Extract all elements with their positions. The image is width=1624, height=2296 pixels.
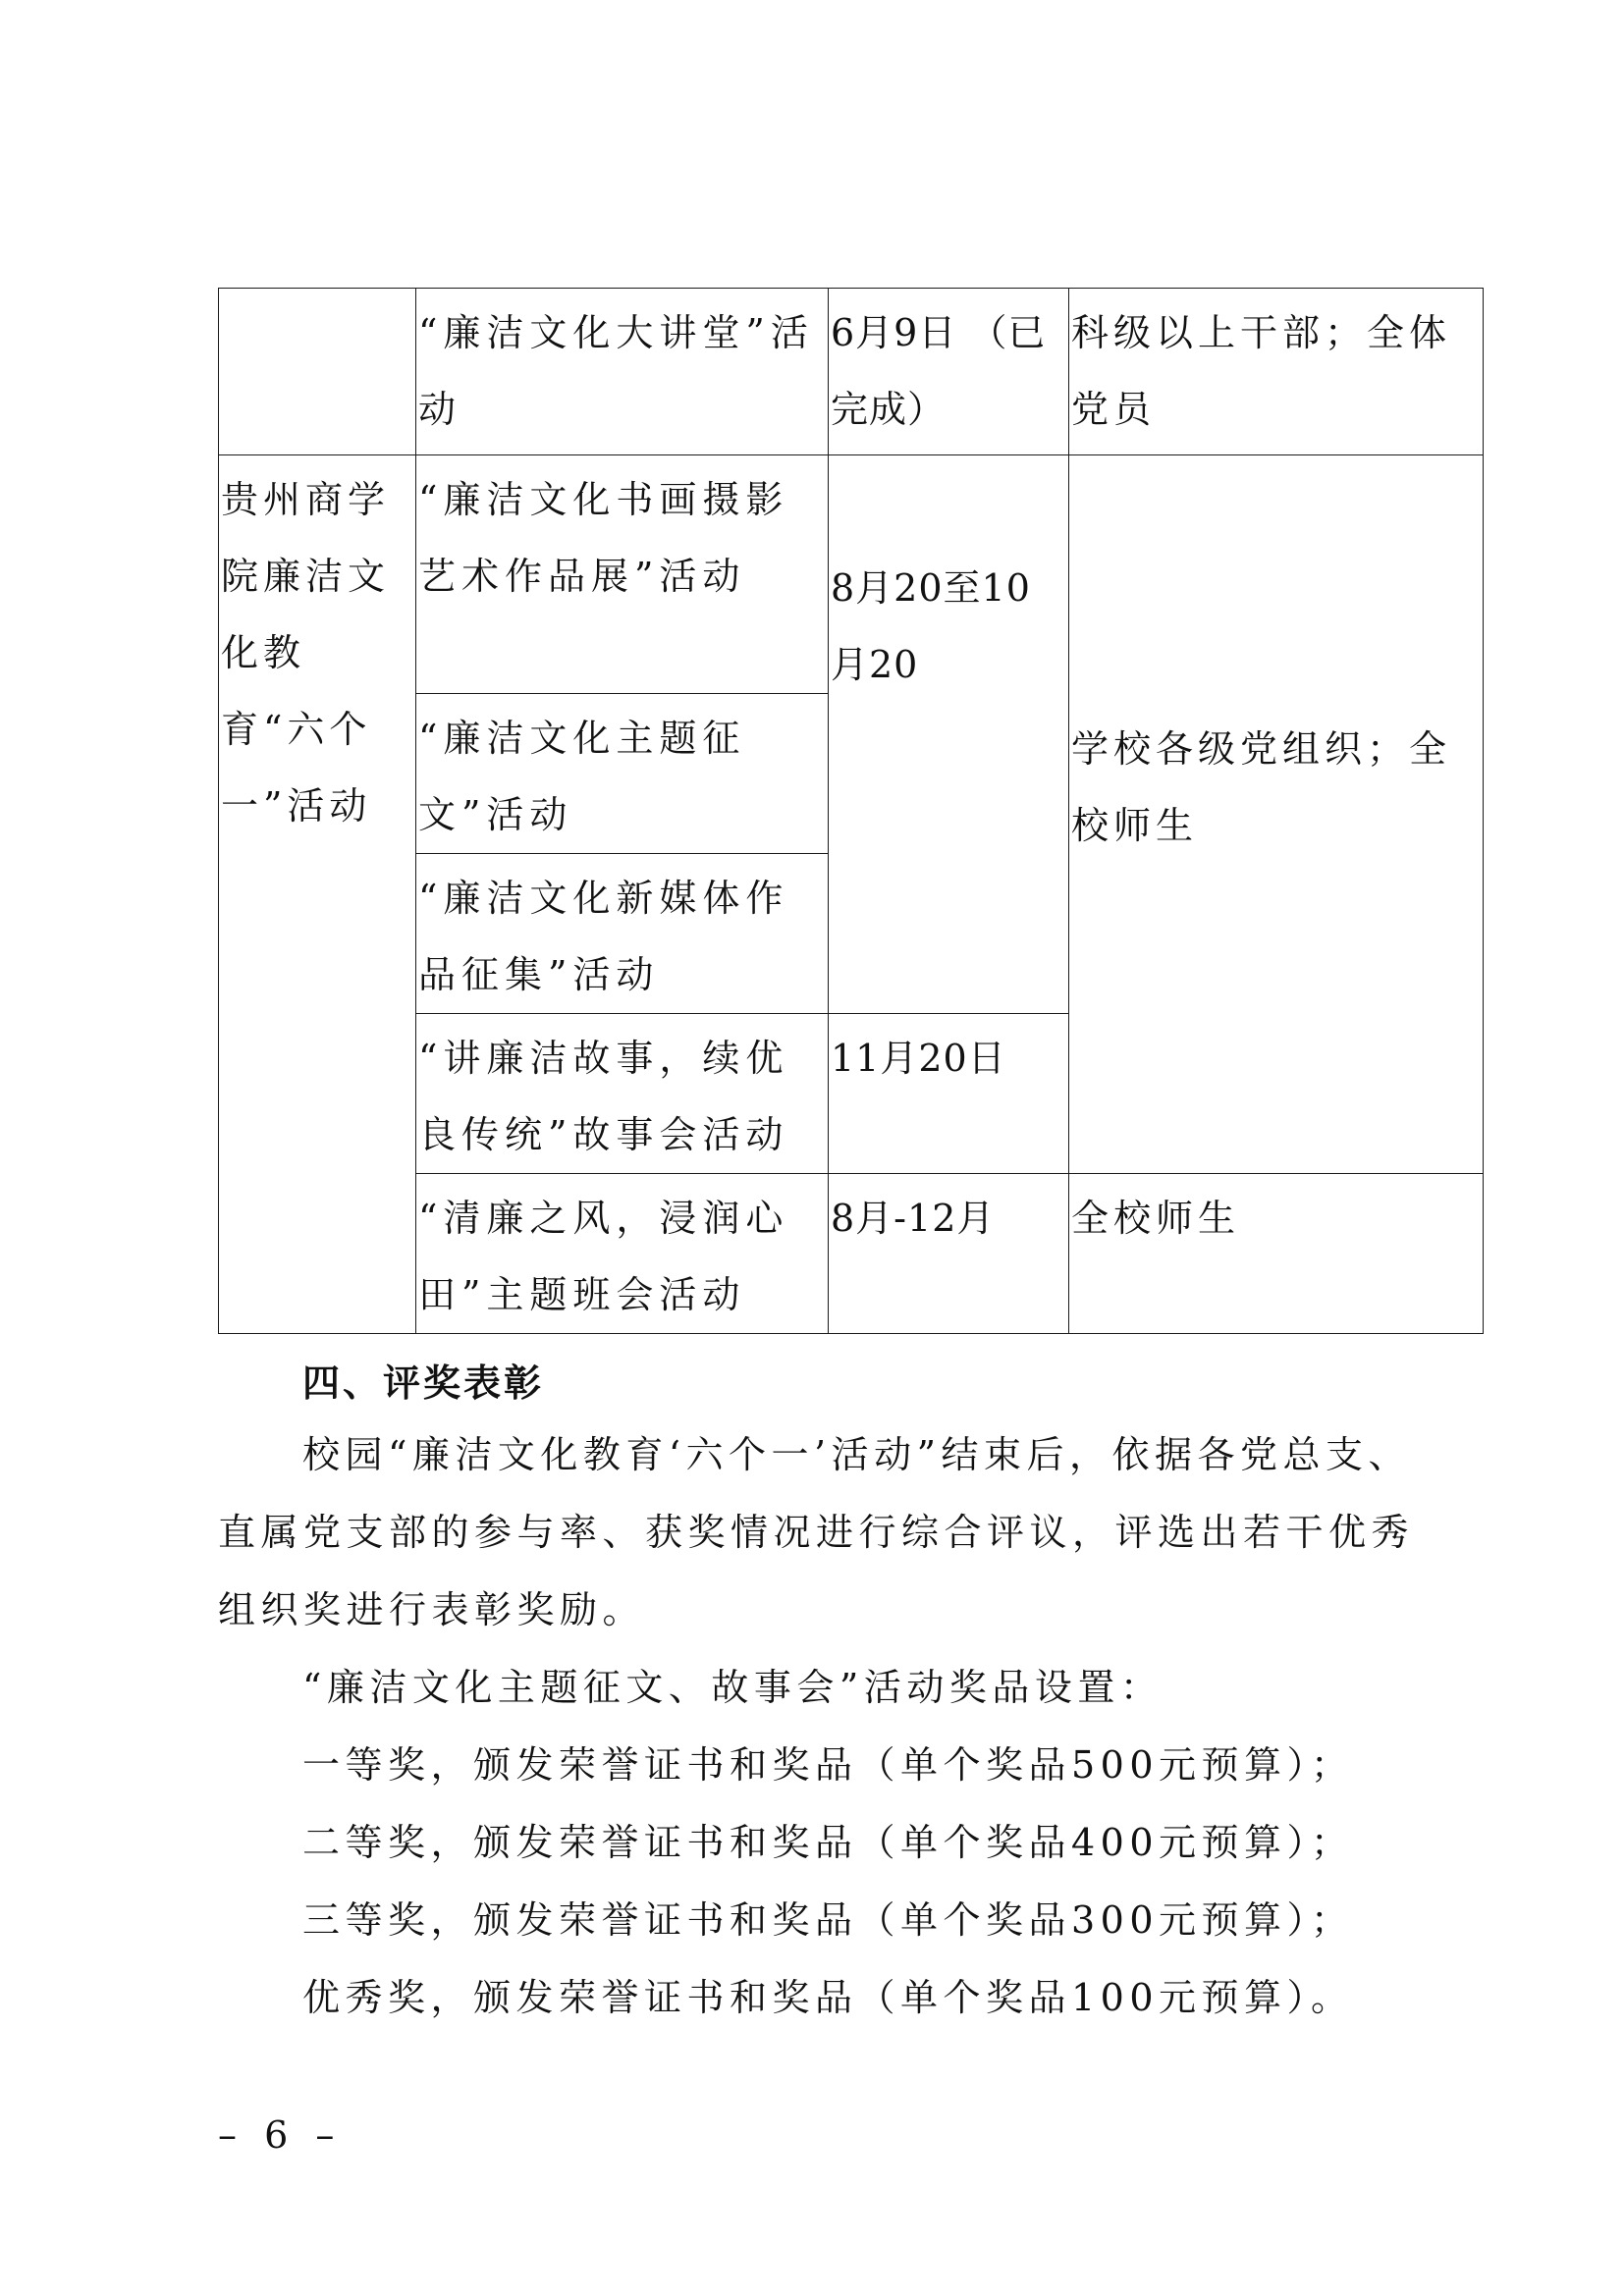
participants-cell: 科级以上干部；全体党员 xyxy=(1069,289,1484,455)
table-row xyxy=(219,455,1484,694)
award-item: 二等奖，颁发荣誉证书和奖品（单个奖品400元预算）； xyxy=(302,1821,1354,1864)
category-cell: 贵州商学院廉洁文化教育“六个一”活动 xyxy=(219,455,416,1334)
activity-cell: “廉洁文化主题征文”活动 xyxy=(416,694,829,854)
activity-cell: “廉洁文化新媒体作品征集”活动 xyxy=(416,854,829,1014)
activity-schedule-table xyxy=(218,288,1484,1334)
time-cell: 11月20日 xyxy=(829,1014,1069,1174)
paragraph: 校园“廉洁文化教育‘六个一’活动”结束后，依据各党总支、直属党支部的参与率、获奖情况进行综合评议，评选出若干优秀组织奖进行表彰奖励。 xyxy=(218,1433,1415,1631)
participants-cell: 学校各级党组织；全校师生 xyxy=(1069,455,1484,1174)
time-cell: 6月9日 （已完成） xyxy=(829,289,1069,455)
award-item: 优秀奖，颁发荣誉证书和奖品（单个奖品100元预算）。 xyxy=(302,1976,1354,2019)
participants-cell: 全校师生 xyxy=(1069,1174,1484,1334)
award-item: 一等奖，颁发荣誉证书和奖品（单个奖品500元预算）； xyxy=(302,1743,1354,1787)
time-cell: 8月-12月 xyxy=(829,1174,1069,1334)
activity-cell: “清廉之风，浸润心田”主题班会活动 xyxy=(416,1174,829,1334)
paragraph: “廉洁文化主题征文、故事会”活动奖品设置： xyxy=(302,1666,1164,1709)
section-body xyxy=(218,1416,1435,2037)
activity-cell: “廉洁文化大讲堂”活动 xyxy=(416,289,829,455)
time-cell: 8月20至10月20 xyxy=(829,455,1069,1014)
page-number: – 6 – xyxy=(218,2113,343,2157)
activity-cell: “讲廉洁故事，续优良传统”故事会活动 xyxy=(416,1014,829,1174)
section-heading: 四、评奖表彰 xyxy=(302,1362,545,1405)
table-row xyxy=(219,289,1484,455)
category-cell xyxy=(219,289,416,455)
award-item: 三等奖，颁发荣誉证书和奖品（单个奖品300元预算）； xyxy=(302,1898,1354,1942)
activity-cell: “廉洁文化书画摄影艺术作品展”活动 xyxy=(416,455,829,694)
